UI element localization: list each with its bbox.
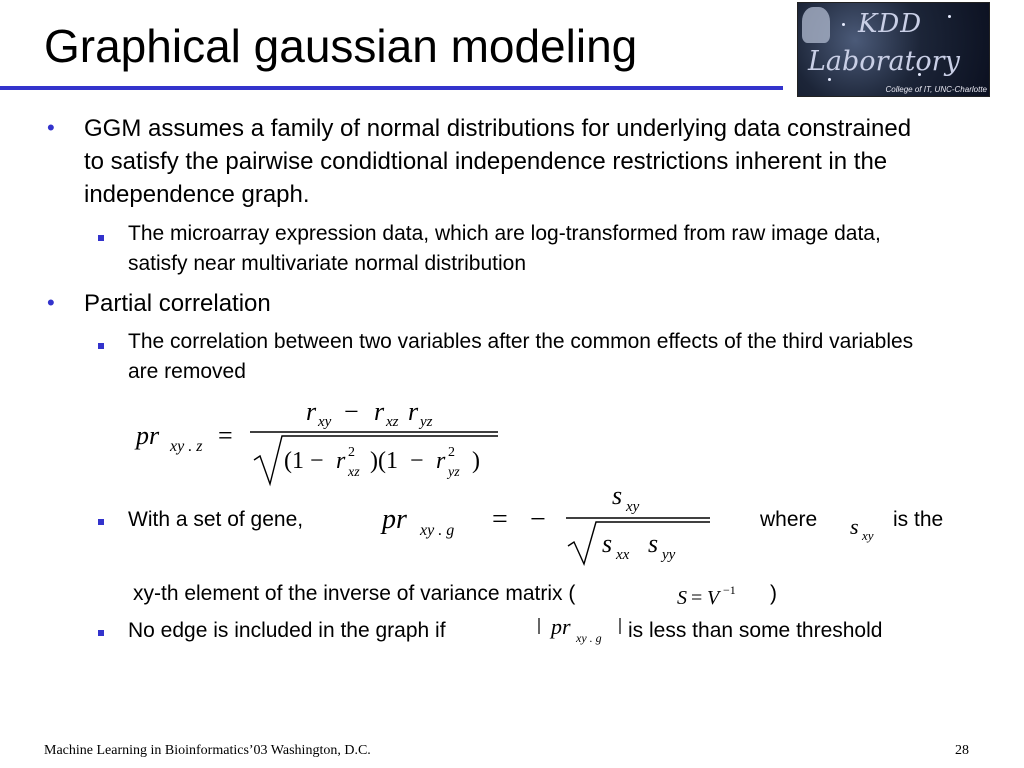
logo-text-kdd: KDD: [858, 9, 923, 39]
bullet-ggm: GGM assumes a family of normal distributions for underlying data constrained to satisfy the pairwise condidtional independence restrictions inherent in the independence graph.: [84, 115, 912, 208]
bullet-dot: •: [47, 115, 55, 140]
partial-correlation-equation: [130, 398, 510, 488]
slide-title: Graphical gaussian modeling: [44, 20, 638, 72]
svg-text:−: −: [530, 504, 546, 535]
svg-text:2: 2: [348, 445, 355, 460]
svg-text:−: −: [344, 398, 359, 426]
logo-star-icon: [828, 78, 831, 81]
sub-bullet-correlation-definition: The correlation between two variables after the common effects of the third variables are removed: [128, 330, 914, 383]
svg-text:r: r: [408, 398, 419, 426]
inverse-matrix-close-paren: ): [770, 582, 777, 605]
page-number: 28: [955, 743, 969, 758]
slide-footer: Machine Learning in Bioinformatics’03 Washington, D.C.: [44, 743, 371, 758]
svg-text:yz: yz: [448, 465, 460, 480]
is-the-text: is the: [893, 508, 944, 531]
svg-text:)(1: )(1: [370, 448, 398, 474]
svg-text:xy: xy: [318, 414, 332, 430]
svg-text:s: s: [602, 529, 613, 558]
inverse-variance-equation: [675, 578, 765, 612]
sub-bullet-gene-set: With a set of gene,: [128, 508, 304, 531]
svg-text:r: r: [374, 398, 385, 426]
svg-text:=: =: [691, 587, 703, 609]
svg-text:yy: yy: [662, 547, 676, 563]
bullet-partial-correlation: Partial correlation: [84, 290, 271, 317]
svg-text:pr: pr: [136, 421, 160, 450]
svg-text:(1: (1: [284, 448, 304, 474]
where-text: where: [760, 508, 818, 531]
svg-text:=: =: [492, 504, 508, 535]
svg-text:xy . g: xy . g: [420, 522, 455, 539]
svg-text:xy . g: xy . g: [576, 631, 602, 645]
sub-bullet-square: [98, 630, 104, 636]
kdd-lab-logo: [797, 2, 990, 97]
sub-bullet-square: [98, 519, 104, 525]
svg-text:xy . z: xy . z: [170, 438, 203, 455]
logo-text-laboratory: Laboratory: [808, 46, 960, 77]
gene-set-partial-correlation-equation: [380, 482, 720, 567]
svg-text:=: =: [218, 421, 233, 450]
svg-text:xz: xz: [386, 414, 399, 430]
svg-text:xy: xy: [862, 528, 874, 543]
svg-text:xz: xz: [348, 465, 360, 480]
sub-bullet-square: [98, 343, 104, 349]
svg-text:): ): [472, 448, 480, 474]
abs-partial-correlation: [535, 612, 630, 648]
svg-text:s: s: [648, 529, 659, 558]
svg-text:s: s: [850, 514, 859, 539]
svg-text:yz: yz: [420, 414, 433, 430]
s-xy-symbol: [848, 508, 888, 548]
svg-text:r: r: [306, 398, 317, 426]
no-edge-text: No edge is included in the graph if: [128, 619, 446, 642]
sub-bullet-square: [98, 235, 104, 241]
svg-text:2: 2: [448, 445, 455, 460]
inverse-matrix-text: xy-th element of the inverse of variance matrix (: [133, 582, 576, 605]
svg-text:xx: xx: [616, 547, 630, 563]
title-underline: [0, 86, 783, 90]
svg-text:−: −: [410, 448, 424, 474]
svg-text:−1: −1: [723, 583, 736, 597]
svg-text:pr: pr: [382, 504, 407, 535]
logo-caption: College of IT, UNC-Charlotte: [885, 85, 987, 94]
svg-text:S: S: [677, 587, 687, 609]
logo-figure-icon: [802, 7, 830, 43]
logo-star-icon: [842, 23, 845, 26]
logo-star-icon: [948, 15, 951, 18]
threshold-text: is less than some threshold: [628, 619, 883, 642]
svg-text:xy: xy: [626, 499, 640, 515]
svg-text:−: −: [310, 448, 324, 474]
svg-text:r: r: [436, 448, 446, 474]
sub-bullet-microarray: The microarray expression data, which are log-transformed from raw image data, satisfy near multivariate normal distribution: [128, 222, 881, 275]
svg-text:V: V: [707, 587, 720, 609]
svg-text:r: r: [336, 448, 346, 474]
bullet-dot: •: [47, 290, 55, 315]
svg-text:pr: pr: [551, 614, 571, 639]
svg-text:s: s: [612, 482, 623, 510]
